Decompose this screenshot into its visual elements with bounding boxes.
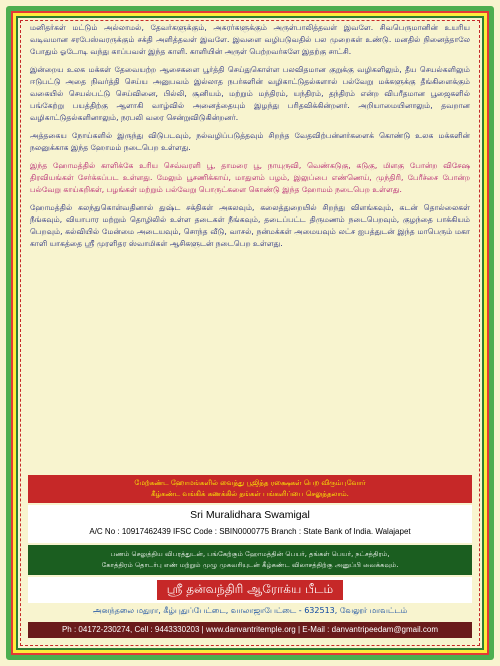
bank-account-details: A/C No : 10917462439 IFSC Code : SBIN0000775 Branch : State Bank of India. Walajapet [89,527,411,536]
contribution-notice [28,475,472,503]
instructions-note [28,545,472,575]
bank-details-box [28,505,472,543]
organization-title: ஸ்ரீ தன்வந்திரி ஆரோக்ய பீடம் [157,580,343,600]
instructions-line-1: பணம் செலுத்திய விபரத்துடன், பங்கேற்கும் ஹோமத்தின் பெயர், தங்கள் பெயர், நட்சத்திரம், [110,550,390,558]
paragraph-ingredients: இந்த ஹோமத்தில் காளிக்கே உரிய செவ்வரளி பூ, தாமரை பூ, நாயுருவி, வெண்கடுகு, கடுகு, மிளகு போன்ற விசேஷ திரவியங்கள் சேர்க்கப்பட உள்ளது. மேலும் பூசணிக்காய், மாதுளம் பழம், இலுப்பை எண்ணெய், முந்திரி, பேரீச்சை போன்ற பல்வேறு காய்கறிகள், பழங்கள் மற்றும் பல்வேறு பொருட்களை கொண்டு இந்த ஹோமம் நடைபெற உள்ளது. [30,161,470,194]
instructions-line-2: கோத்திரம் தொடர்பு எண் மற்றும் முழு முகவரியுடன் கீழ்கண்ட விலாசத்திற்கு அனுப்பி வைக்கவும். [101,561,399,569]
body-text [30,22,470,256]
paragraph-intro: மனிதர்கள் மட்டும் அல்லாமல், தேவர்களுக்கும், அசுரர்களுக்கும் அருள்பாலித்தவள் இவளே. சிவபெருமானின் உயரிய வடிவமான சரபேஸ்வரருக்கும் சக்தி அளித்தவள் இவளே. இவளை வழிபடுவதில் பல முறைகள் உண்டு. மனதில் நினைத்தாலே போதும் ஓடோடி வந்து காப்பவள் இந்த காளி. காளியின் அருள் பெற்றவர்களே இதற்கு சாட்சி. [30,23,470,56]
notice-line-1: மேற்கண்ட ஹோமங்களில் வைத்து பூஜித்த ரக்ஷைகள் பெற விரும்புவோர் [134,479,366,487]
organization-title-bar [28,577,472,603]
bank-account-name: Sri Muralidhara Swamigal [190,509,310,521]
paragraph-purpose: அத்தகைய நோய்களில் இருந்து விடுபடவும், நல்வழிப்படுத்தவும் சிறந்த வேதவிற்பன்னர்களைக் கொண்டு உலக மக்களின் நலனுக்காக இந்த ஹோமம் நடைபெற உள்ளது. [30,131,470,152]
contact-bar[interactable]: Ph : 04172-230274, Cell : 9443330203 | www.danvantritemple.org | E-Mail : danvantripeedam@gmail.com [28,622,472,638]
notice-line-2: கீழ்கண்ட வங்கிக் கணக்கில் தங்கள் பங்களிப்பை செலுத்தலாம். [151,490,349,498]
organization-address: அனந்தலை மதுரா, கீழ்புதுப்பேட்டை, வாலாஜாபேட்டை - 632513, வேலூர் மாவட்டம் [92,606,408,615]
paragraph-problems: இன்றைய உலக மக்கள் தேவையற்ற ஆசைகளை பூர்த்தி செய்துகொள்ள பலவிதமான குறுக்கு வழிகளிலும், தீய செயல்களிலும் ஈடுபட்டு அதை நிவர்த்தி செய்ய அனுபவம் இல்லாத நபர்களின் வழிகாட்டுதல்களால் பல்வேறு மக்களுக்கு தீங்கிளைக்கும் வகையில் செயல்பட்டு செய்வினை, பில்லி, சூனியம், மற்றும் மந்திரம், யந்திரம், தந்திரம் என்ற விபரீதமான பூஜைகளில் பங்கேற்று பயத்திற்கு ஆளாகி வாழ்வில் அனைத்தையும் இழந்து பரிதவிக்கின்றனர். அறியாமையினாலும், தவறான வழிகாட்டுதல்களினாலும், நரபலி வரை சென்றுவிடுகின்றனர். [30,65,470,122]
paragraph-benefits: ஹோமத்தில் கலந்துகொள்வதினால் துஷ்ட சக்திகள் அகலவும், கலைத்துறையில் சிறந்து விளங்கவும், கடன் தொல்லைகள் நீங்கவும், வியாபார மற்றும் தொழிலில் உள்ள தடைகள் நீங்கவும், தடைப்பட்ட திருமணம் நடைபெறவும், குழந்தை பாக்கியம் பெறவும், கல்வியில் மேன்மை அடையவும், சொந்த வீடு, வாசல், நன்மக்கள் அமையவும் லட்ச ஐபத்துடன் இந்த மாபெரும் மகா காளி யாகத்தை ஸ்ரீ முரளிதர ஸ்வாமிகள் ஆசிகளுடன் நடைபெற உள்ளது. [30,203,470,248]
